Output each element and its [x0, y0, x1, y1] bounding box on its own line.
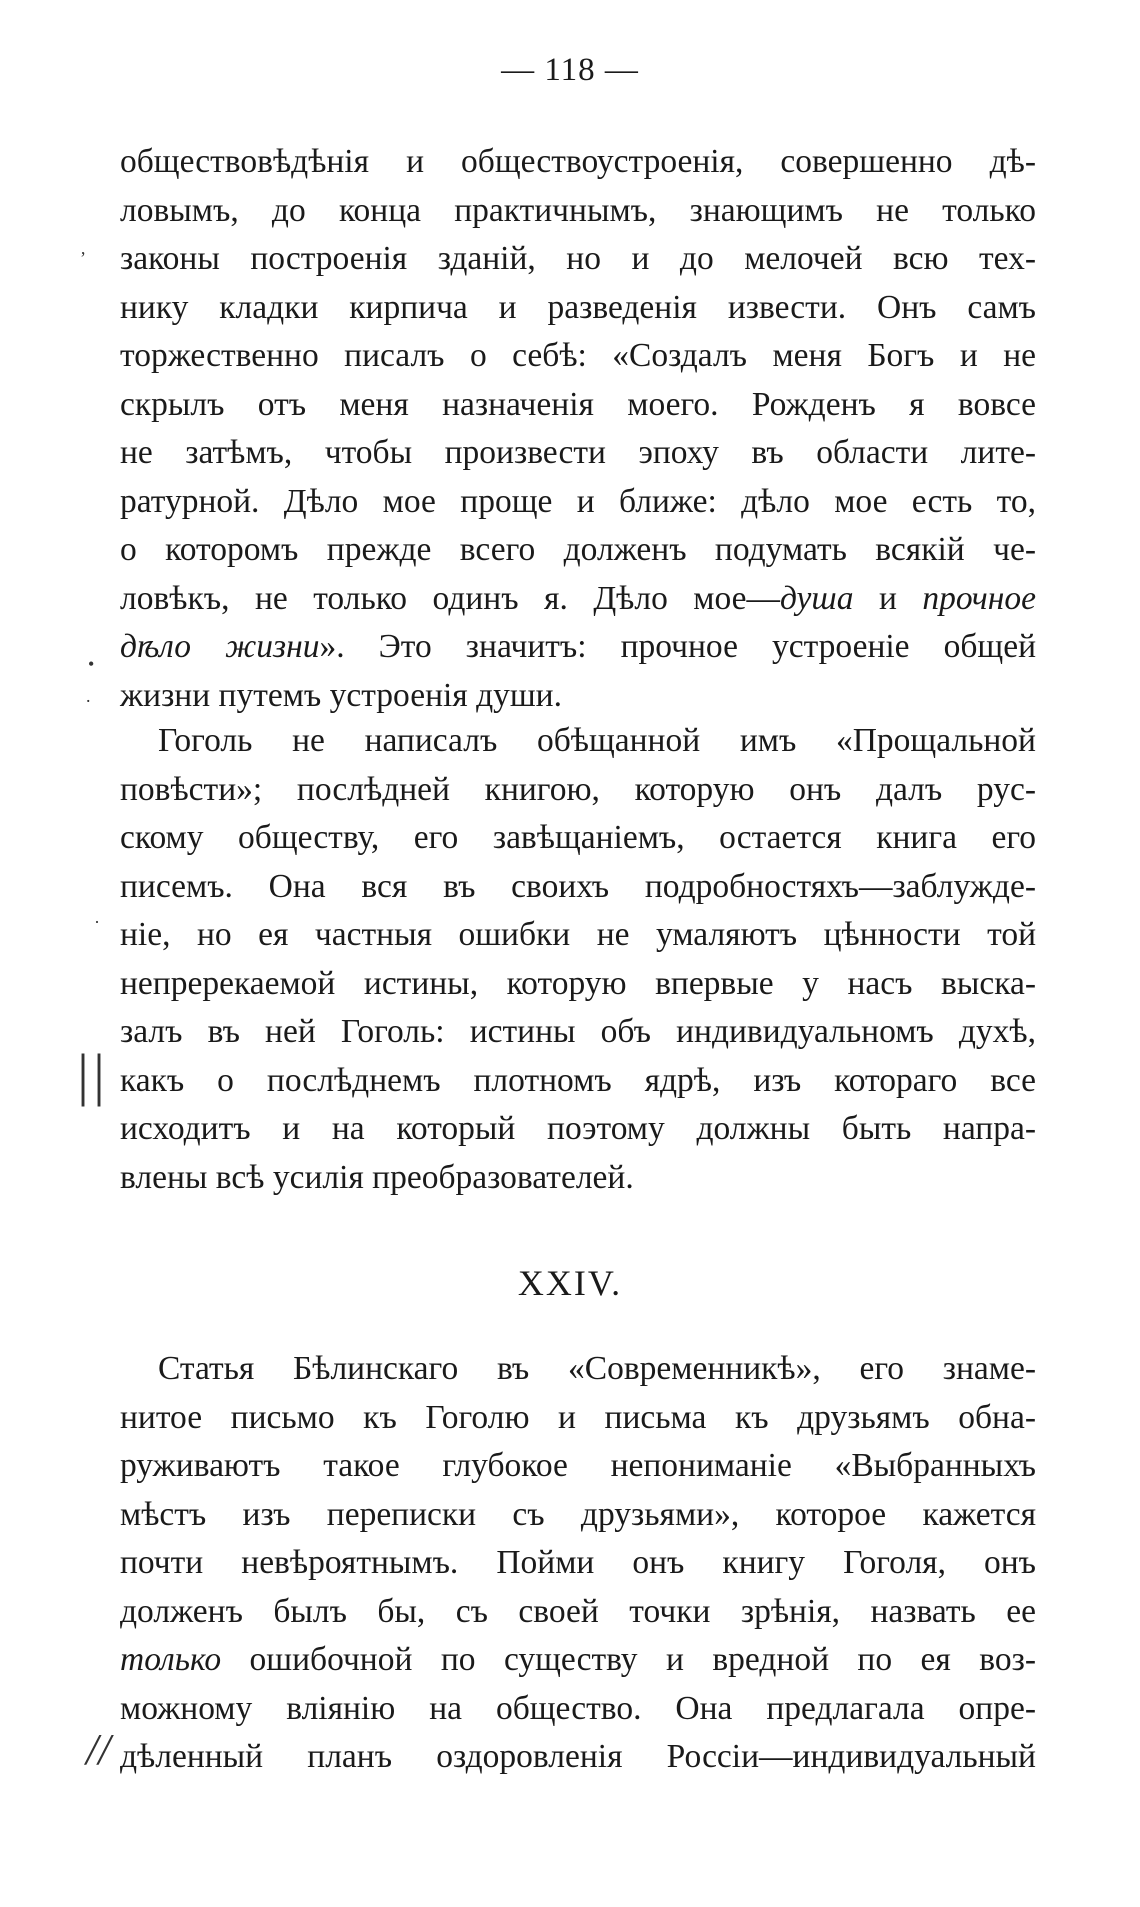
text-fragment: и [853, 579, 923, 617]
paragraph-3 [120, 1345, 1036, 1782]
text-line: о которомъ прежде всего долженъ подумать всякій че- [120, 531, 1036, 568]
section-heading: XXIV. [517, 1263, 623, 1303]
paragraph-1 [120, 138, 1036, 720]
margin-mark: ʼ [80, 248, 86, 268]
text-line: ніе, но ея частныя ошибки не умаляютъ цѣнности той [120, 916, 1036, 953]
text-line: нитое письмо къ Гоголю и письма къ друзьямъ обна- [120, 1398, 1036, 1436]
text-line: повѣсти»; послѣдней книгою, которую онъ далъ рус- [120, 770, 1036, 808]
text-line: торжественно писалъ о себѣ: «Создалъ меня Богъ и не [120, 337, 1036, 374]
text-line: исходитъ и на который поэтому должны быть напра- [120, 1110, 1036, 1147]
text-line: жизни путемъ устроенія души. [120, 676, 562, 714]
italic-fragment: прочное [922, 579, 1036, 617]
text-line: можному вліянію на общество. Она предлагала опре- [120, 1689, 1036, 1727]
text-line: обществовѣдѣнія и обществоустроенія, совершенно дѣ- [120, 143, 1036, 180]
text-line: скрылъ отъ меня назначенія моего. Рожденъ я вовсе [120, 385, 1036, 423]
text-line: ловымъ, до конца практичнымъ, знающимъ не только [120, 191, 1036, 229]
margin-mark: || [74, 1042, 106, 1107]
text-line: руживаютъ такое глубокое непониманіе «Выбранныхъ [120, 1447, 1036, 1484]
text-line: Статья Бѣлинскаго въ «Современникѣ», его знаме- [158, 1350, 1036, 1387]
text-fragment: ошибочной по существу и вредной по ея воз- [221, 1641, 1036, 1678]
text-fragment: ловѣкъ, не только одинъ я. Дѣло мое— [120, 579, 781, 617]
paragraph-2 [120, 717, 1036, 1202]
text-line: нику кладки кирпича и разведенія извести. Онъ самъ [120, 288, 1036, 326]
page-number: — 118 — [501, 52, 639, 88]
text-line [120, 1636, 1036, 1685]
text-line: писемъ. Она вся въ своихъ подробностяхъ—заблужде- [120, 867, 1036, 905]
text-line: Гоголь не написалъ обѣщанной имъ «Прощальной [158, 722, 1036, 759]
margin-mark: // [86, 1725, 111, 1774]
text-line: скому обществу, его завѣщаніемъ, остается книга его [120, 819, 1036, 856]
margin-mark: . [86, 686, 91, 706]
text-line: какъ о послѣднемъ плотномъ ядрѣ, изъ котораго все [120, 1061, 1036, 1099]
italic-fragment: душа [780, 579, 854, 617]
italic-fragment: дѣло жизни [120, 628, 320, 665]
margin-mark: · [94, 912, 100, 932]
text-line: непререкаемой истины, которую впервые у насъ выска- [120, 964, 1036, 1002]
text-line: залъ въ ней Гоголь: истины объ индивидуальномъ духѣ, [120, 1013, 1036, 1050]
text-line: мѣстъ изъ переписки съ друзьями», которое кажется [120, 1495, 1036, 1533]
text-line: долженъ былъ бы, съ своей точки зрѣнія, назвать ее [120, 1592, 1036, 1630]
text-line: законы построенія зданій, но и до мелочей всю тех- [120, 240, 1036, 277]
text-line: ратурной. Дѣло мое проще и ближе: дѣло мое есть то, [120, 482, 1036, 520]
text-line: не затѣмъ, чтобы произвести эпоху въ области лите- [120, 434, 1036, 471]
italic-fragment: только [120, 1641, 222, 1678]
margin-mark: • [88, 654, 95, 674]
text-fragment: ». Это значитъ: прочное устроеніе общей [319, 628, 1036, 665]
text-line [120, 575, 1036, 624]
text-line: влены всѣ усилія преобразователей. [120, 1158, 634, 1196]
text-line [120, 623, 1036, 672]
text-line: почти невѣроятнымъ. Пойми онъ книгу Гоголя, онъ [120, 1544, 1036, 1581]
text-line: дѣленный планъ оздоровленія Россіи—индивидуальный [120, 1738, 1036, 1775]
